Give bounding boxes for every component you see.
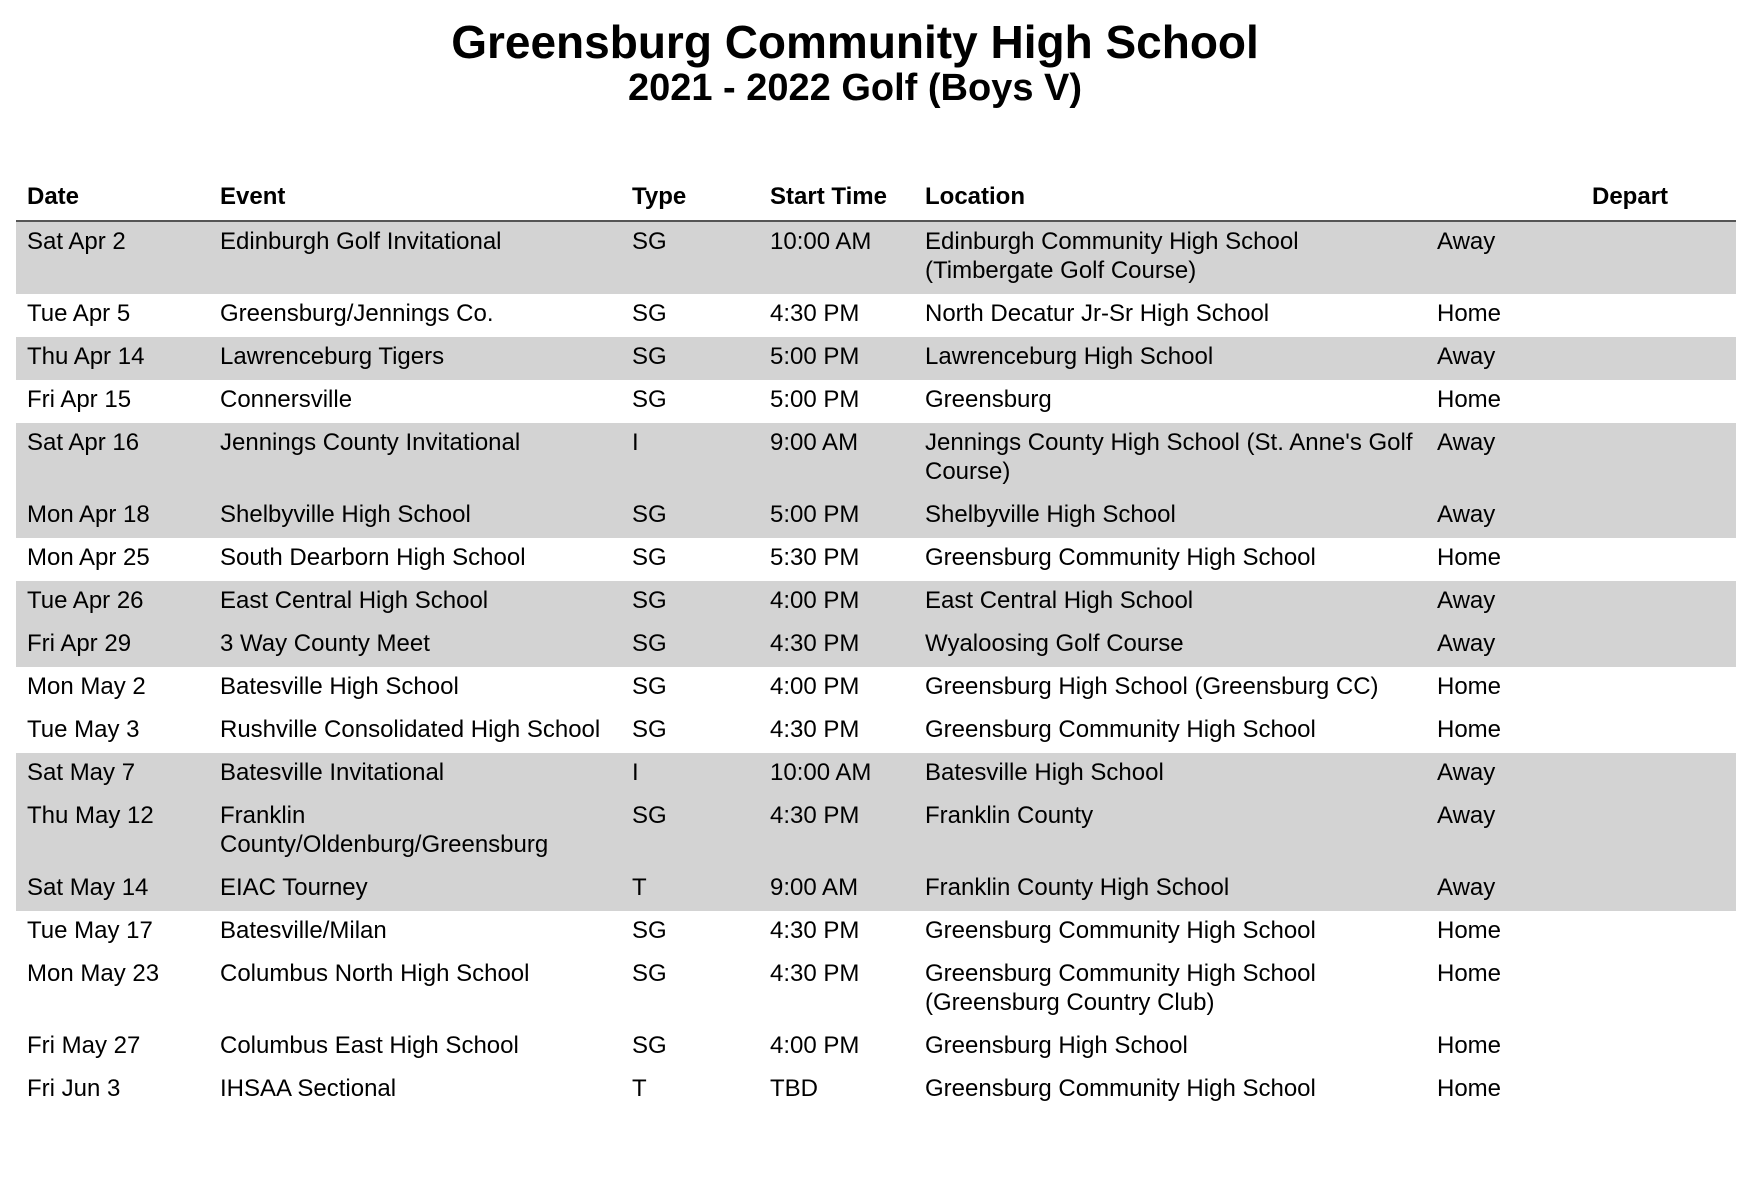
cell-home-away: Away	[1426, 753, 1581, 796]
cell-start-time: 5:00 PM	[759, 495, 914, 538]
cell-start-time: 9:00 AM	[759, 423, 914, 495]
cell-date: Sat May 14	[16, 868, 209, 911]
cell-type: SG	[621, 581, 759, 624]
cell-location: Greensburg Community High School	[925, 1075, 1316, 1102]
school-title: Greensburg Community High School	[451, 16, 1259, 68]
table-row	[16, 1069, 1736, 1112]
column-header-date: Date	[16, 176, 209, 221]
table-row	[16, 423, 1736, 495]
cell-depart	[1581, 581, 1736, 624]
cell-depart	[1581, 495, 1736, 538]
cell-start-time: 10:00 AM	[759, 753, 914, 796]
cell-type: SG	[632, 917, 667, 944]
table-row	[16, 954, 1736, 1026]
cell-start-time: 5:00 PM	[770, 386, 860, 413]
cell-depart	[1581, 1026, 1736, 1069]
cell-location: Greensburg Community High School	[925, 544, 1316, 571]
table-row	[16, 221, 1736, 294]
table-row	[16, 495, 1736, 538]
cell-home-away: Away	[1426, 221, 1581, 294]
cell-location: North Decatur Jr-Sr High School	[925, 300, 1270, 327]
cell-depart	[1581, 954, 1736, 1026]
cell-type: SG	[632, 300, 667, 327]
cell-home-away: Home	[1437, 544, 1502, 571]
column-header-event: Event	[209, 176, 621, 221]
cell-type: SG	[621, 796, 759, 868]
cell-depart	[1581, 796, 1736, 868]
cell-depart	[1581, 221, 1736, 294]
cell-date: Sat May 7	[16, 753, 209, 796]
cell-event: Columbus North High School	[220, 960, 530, 987]
cell-home-away: Home	[1437, 673, 1502, 700]
cell-location: Greensburg High School	[925, 1032, 1188, 1059]
cell-event: Lawrenceburg Tigers	[209, 337, 621, 380]
cell-start-time: 10:00 AM	[759, 221, 914, 294]
cell-start-time: 5:30 PM	[770, 544, 860, 571]
cell-location: Shelbyville High School	[914, 495, 1426, 538]
cell-date: Fri Apr 15	[27, 386, 132, 413]
cell-depart	[1581, 380, 1736, 423]
cell-type: SG	[632, 386, 667, 413]
cell-home-away: Away	[1426, 337, 1581, 380]
cell-home-away: Home	[1437, 917, 1502, 944]
cell-event: IHSAA Sectional	[220, 1075, 397, 1102]
cell-home-away: Away	[1426, 581, 1581, 624]
cell-event: East Central High School	[209, 581, 621, 624]
cell-home-away: Home	[1437, 386, 1502, 413]
cell-type: SG	[621, 337, 759, 380]
cell-type: I	[621, 753, 759, 796]
table-row	[16, 380, 1736, 423]
cell-location: Jennings County High School (St. Anne's Golf Course)	[914, 423, 1426, 495]
cell-home-away: Away	[1426, 423, 1581, 495]
table-row	[16, 796, 1736, 868]
cell-event: Shelbyville High School	[209, 495, 621, 538]
cell-depart	[1581, 753, 1736, 796]
cell-type: SG	[621, 495, 759, 538]
cell-location: Greensburg Community High School (Greensburg Country Club)	[925, 960, 1316, 1016]
cell-event: Edinburgh Golf Invitational	[209, 221, 621, 294]
cell-depart	[1581, 911, 1736, 954]
table-row	[16, 581, 1736, 624]
schedule-table	[16, 176, 1736, 1112]
table-row	[16, 1026, 1736, 1069]
cell-location: Wyaloosing Golf Course	[914, 624, 1426, 667]
cell-home-away: Home	[1437, 716, 1502, 743]
cell-depart	[1581, 868, 1736, 911]
cell-start-time: 4:30 PM	[770, 960, 860, 987]
table-row	[16, 911, 1736, 954]
cell-date: Mon Apr 25	[27, 544, 150, 571]
cell-depart	[1581, 667, 1736, 710]
cell-event: EIAC Tourney	[209, 868, 621, 911]
cell-home-away: Home	[1437, 1032, 1502, 1059]
cell-start-time: 4:30 PM	[759, 796, 914, 868]
cell-start-time: 4:30 PM	[770, 300, 860, 327]
cell-start-time: 5:00 PM	[759, 337, 914, 380]
cell-date: Mon May 23	[27, 960, 160, 987]
cell-event: Columbus East High School	[220, 1032, 519, 1059]
cell-start-time: 4:00 PM	[759, 581, 914, 624]
cell-home-away: Home	[1437, 1075, 1502, 1102]
cell-home-away: Away	[1426, 796, 1581, 868]
table-row	[16, 538, 1736, 581]
cell-depart	[1581, 337, 1736, 380]
cell-location: Franklin County	[914, 796, 1426, 868]
cell-date: Fri Apr 29	[16, 624, 209, 667]
cell-date: Tue May 3	[27, 716, 140, 743]
cell-date: Thu Apr 14	[16, 337, 209, 380]
column-header-type: Type	[621, 176, 759, 221]
schedule-body	[16, 221, 1736, 1112]
cell-type: SG	[632, 1032, 667, 1059]
cell-type: SG	[632, 673, 667, 700]
cell-date: Mon May 2	[27, 673, 146, 700]
cell-event: Batesville Invitational	[209, 753, 621, 796]
cell-location: Franklin County High School	[914, 868, 1426, 911]
cell-home-away: Home	[1437, 300, 1502, 327]
cell-type: SG	[632, 716, 667, 743]
cell-type: SG	[632, 960, 667, 987]
table-row	[16, 868, 1736, 911]
cell-home-away: Away	[1426, 868, 1581, 911]
cell-depart	[1581, 710, 1736, 753]
cell-event: Connersville	[220, 386, 353, 413]
cell-location: East Central High School	[914, 581, 1426, 624]
cell-location: Greensburg Community High School	[925, 917, 1316, 944]
cell-location: Greensburg Community High School	[925, 716, 1316, 743]
cell-home-away: Home	[1437, 960, 1502, 987]
cell-depart	[1581, 423, 1736, 495]
cell-type: SG	[621, 624, 759, 667]
table-row	[16, 294, 1736, 337]
cell-home-away: Away	[1426, 495, 1581, 538]
column-header-depart: Depart	[1581, 176, 1736, 221]
cell-location: Greensburg	[925, 386, 1052, 413]
cell-date: Fri May 27	[27, 1032, 141, 1059]
table-row	[16, 624, 1736, 667]
cell-home-away: Away	[1426, 624, 1581, 667]
cell-location: Edinburgh Community High School (Timbergate Golf Course)	[914, 221, 1426, 294]
cell-event: Greensburg/Jennings Co.	[220, 300, 494, 327]
cell-event: 3 Way County Meet	[209, 624, 621, 667]
cell-start-time: 4:30 PM	[770, 917, 860, 944]
cell-event: South Dearborn High School	[220, 544, 526, 571]
column-header-start-time: Start Time	[759, 176, 914, 221]
cell-depart	[1581, 1069, 1736, 1112]
cell-event: Jennings County Invitational	[209, 423, 621, 495]
cell-type: T	[621, 868, 759, 911]
table-row	[16, 667, 1736, 710]
cell-depart	[1581, 294, 1736, 337]
column-header-location: Location	[914, 176, 1426, 221]
cell-start-time: TBD	[770, 1075, 818, 1102]
cell-date: Tue Apr 5	[27, 300, 131, 327]
header-row	[16, 176, 1736, 221]
table-row	[16, 337, 1736, 380]
cell-type: SG	[621, 221, 759, 294]
cell-date: Tue May 17	[27, 917, 153, 944]
cell-date: Fri Jun 3	[27, 1075, 121, 1102]
cell-depart	[1581, 538, 1736, 581]
cell-start-time: 4:00 PM	[770, 1032, 860, 1059]
cell-event: Batesville High School	[220, 673, 459, 700]
cell-date: Tue Apr 26	[16, 581, 209, 624]
cell-date: Sat Apr 2	[16, 221, 209, 294]
cell-location: Lawrenceburg High School	[914, 337, 1426, 380]
cell-location: Batesville High School	[914, 753, 1426, 796]
cell-location: Greensburg High School (Greensburg CC)	[925, 673, 1379, 700]
cell-start-time: 4:00 PM	[770, 673, 860, 700]
cell-event: Rushville Consolidated High School	[220, 716, 601, 743]
cell-start-time: 9:00 AM	[759, 868, 914, 911]
cell-date: Sat Apr 16	[16, 423, 209, 495]
table-row	[16, 753, 1736, 796]
cell-type: I	[621, 423, 759, 495]
cell-event: Franklin County/Oldenburg/Greensburg	[209, 796, 621, 868]
table-row	[16, 710, 1736, 753]
season-subtitle: 2021 - 2022 Golf (Boys V)	[627, 67, 1083, 109]
cell-event: Batesville/Milan	[220, 917, 387, 944]
cell-date: Thu May 12	[16, 796, 209, 868]
cell-start-time: 4:30 PM	[759, 624, 914, 667]
cell-start-time: 4:30 PM	[770, 716, 860, 743]
cell-type: T	[632, 1075, 647, 1102]
cell-type: SG	[632, 544, 667, 571]
cell-depart	[1581, 624, 1736, 667]
column-header-home-away	[1426, 176, 1581, 221]
cell-date: Mon Apr 18	[16, 495, 209, 538]
